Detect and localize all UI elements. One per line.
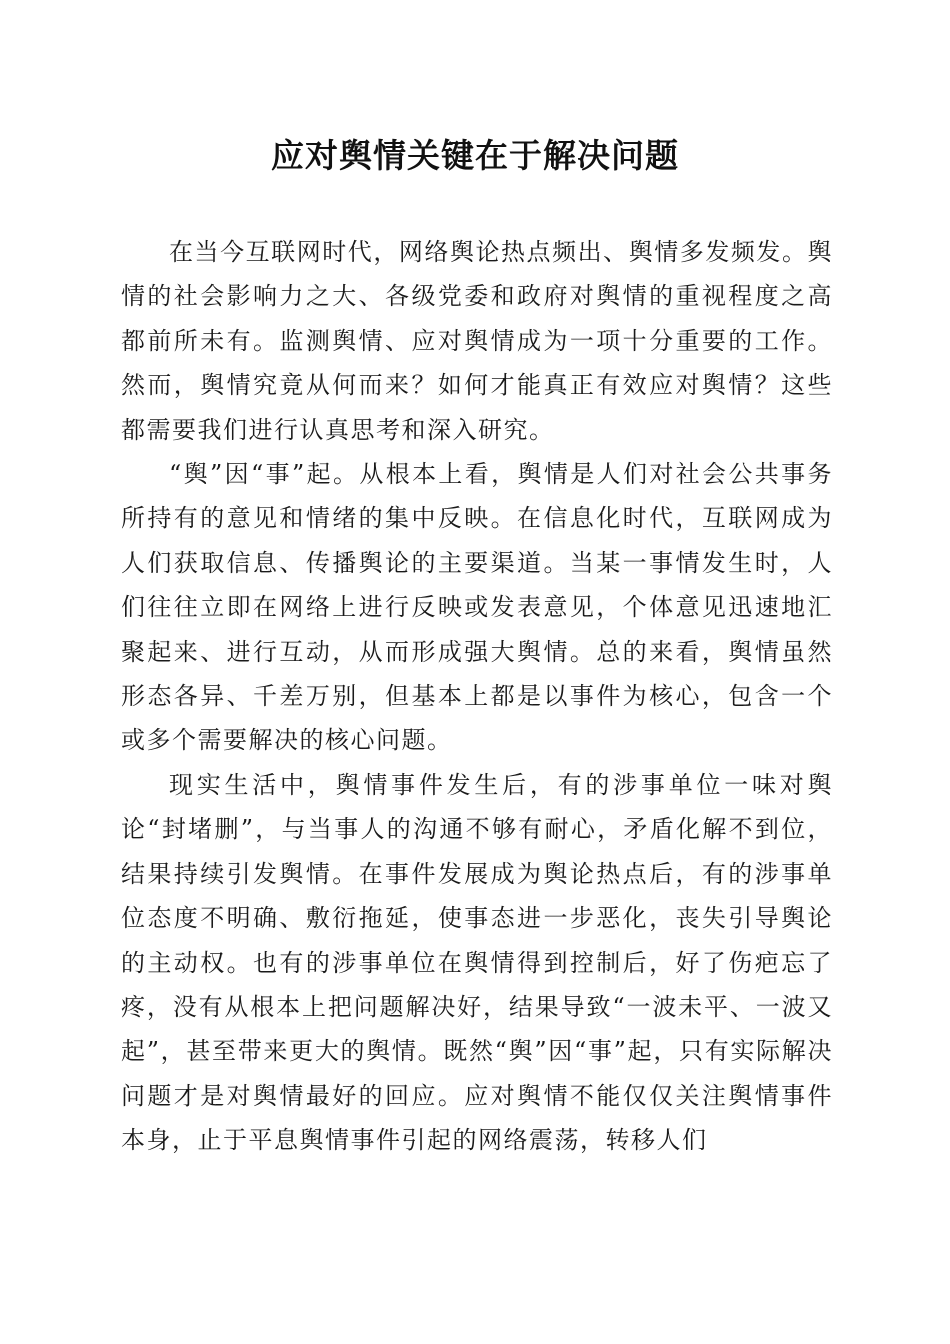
paragraph-practice: 现实生活中，舆情事件发生后，有的涉事单位一味对舆论“封堵删”，与当事人的沟通不够有耐心，矛盾化解不到位，结果持续引发舆情。在事件发展成为舆论热点后，有的涉事单位态度不明确、敷衍拖延，使事态进一步恶化，丧失引导舆论的主动权。也有的涉事单位在舆情得到控制后，好了伤疤忘了疼，没有从根本上把问题解决好，结果导致“一波未平、一波又起”，甚至带来更大的舆情。既然“舆”因“事”起，只有实际解决问题才是对舆情最好的回应。应对舆情不能仅仅关注舆情事件本身，止于平息舆情事件引起的网络震荡，转移人们: [121, 770, 833, 1155]
document-title: 应对舆情关键在于解决问题: [271, 136, 679, 175]
paragraph-origin: “舆”因“事”起。从根本上看，舆情是人们对社会公共事务所持有的意见和情绪的集中反映。在信息化时代，互联网成为人们获取信息、传播舆论的主要渠道。当某一事情发生时，人们往往立即在网络上进行反映或发表意见，个体意见迅速地汇聚起来、进行互动，从而形成强大舆情。总的来看，舆情虽然形态各异、千差万别，但基本上都是以事件为核心，包含一个或多个需要解决的核心问题。: [121, 460, 833, 755]
document-body: [121, 230, 833, 1163]
paragraph-intro: 在当今互联网时代，网络舆论热点频出、舆情多发频发。舆情的社会影响力之大、各级党委和政府对舆情的重视程度之高都前所未有。监测舆情、应对舆情成为一项十分重要的工作。然而，舆情究竟从何而来？如何才能真正有效应对舆情？这些都需要我们进行认真思考和深入研究。: [121, 238, 833, 444]
